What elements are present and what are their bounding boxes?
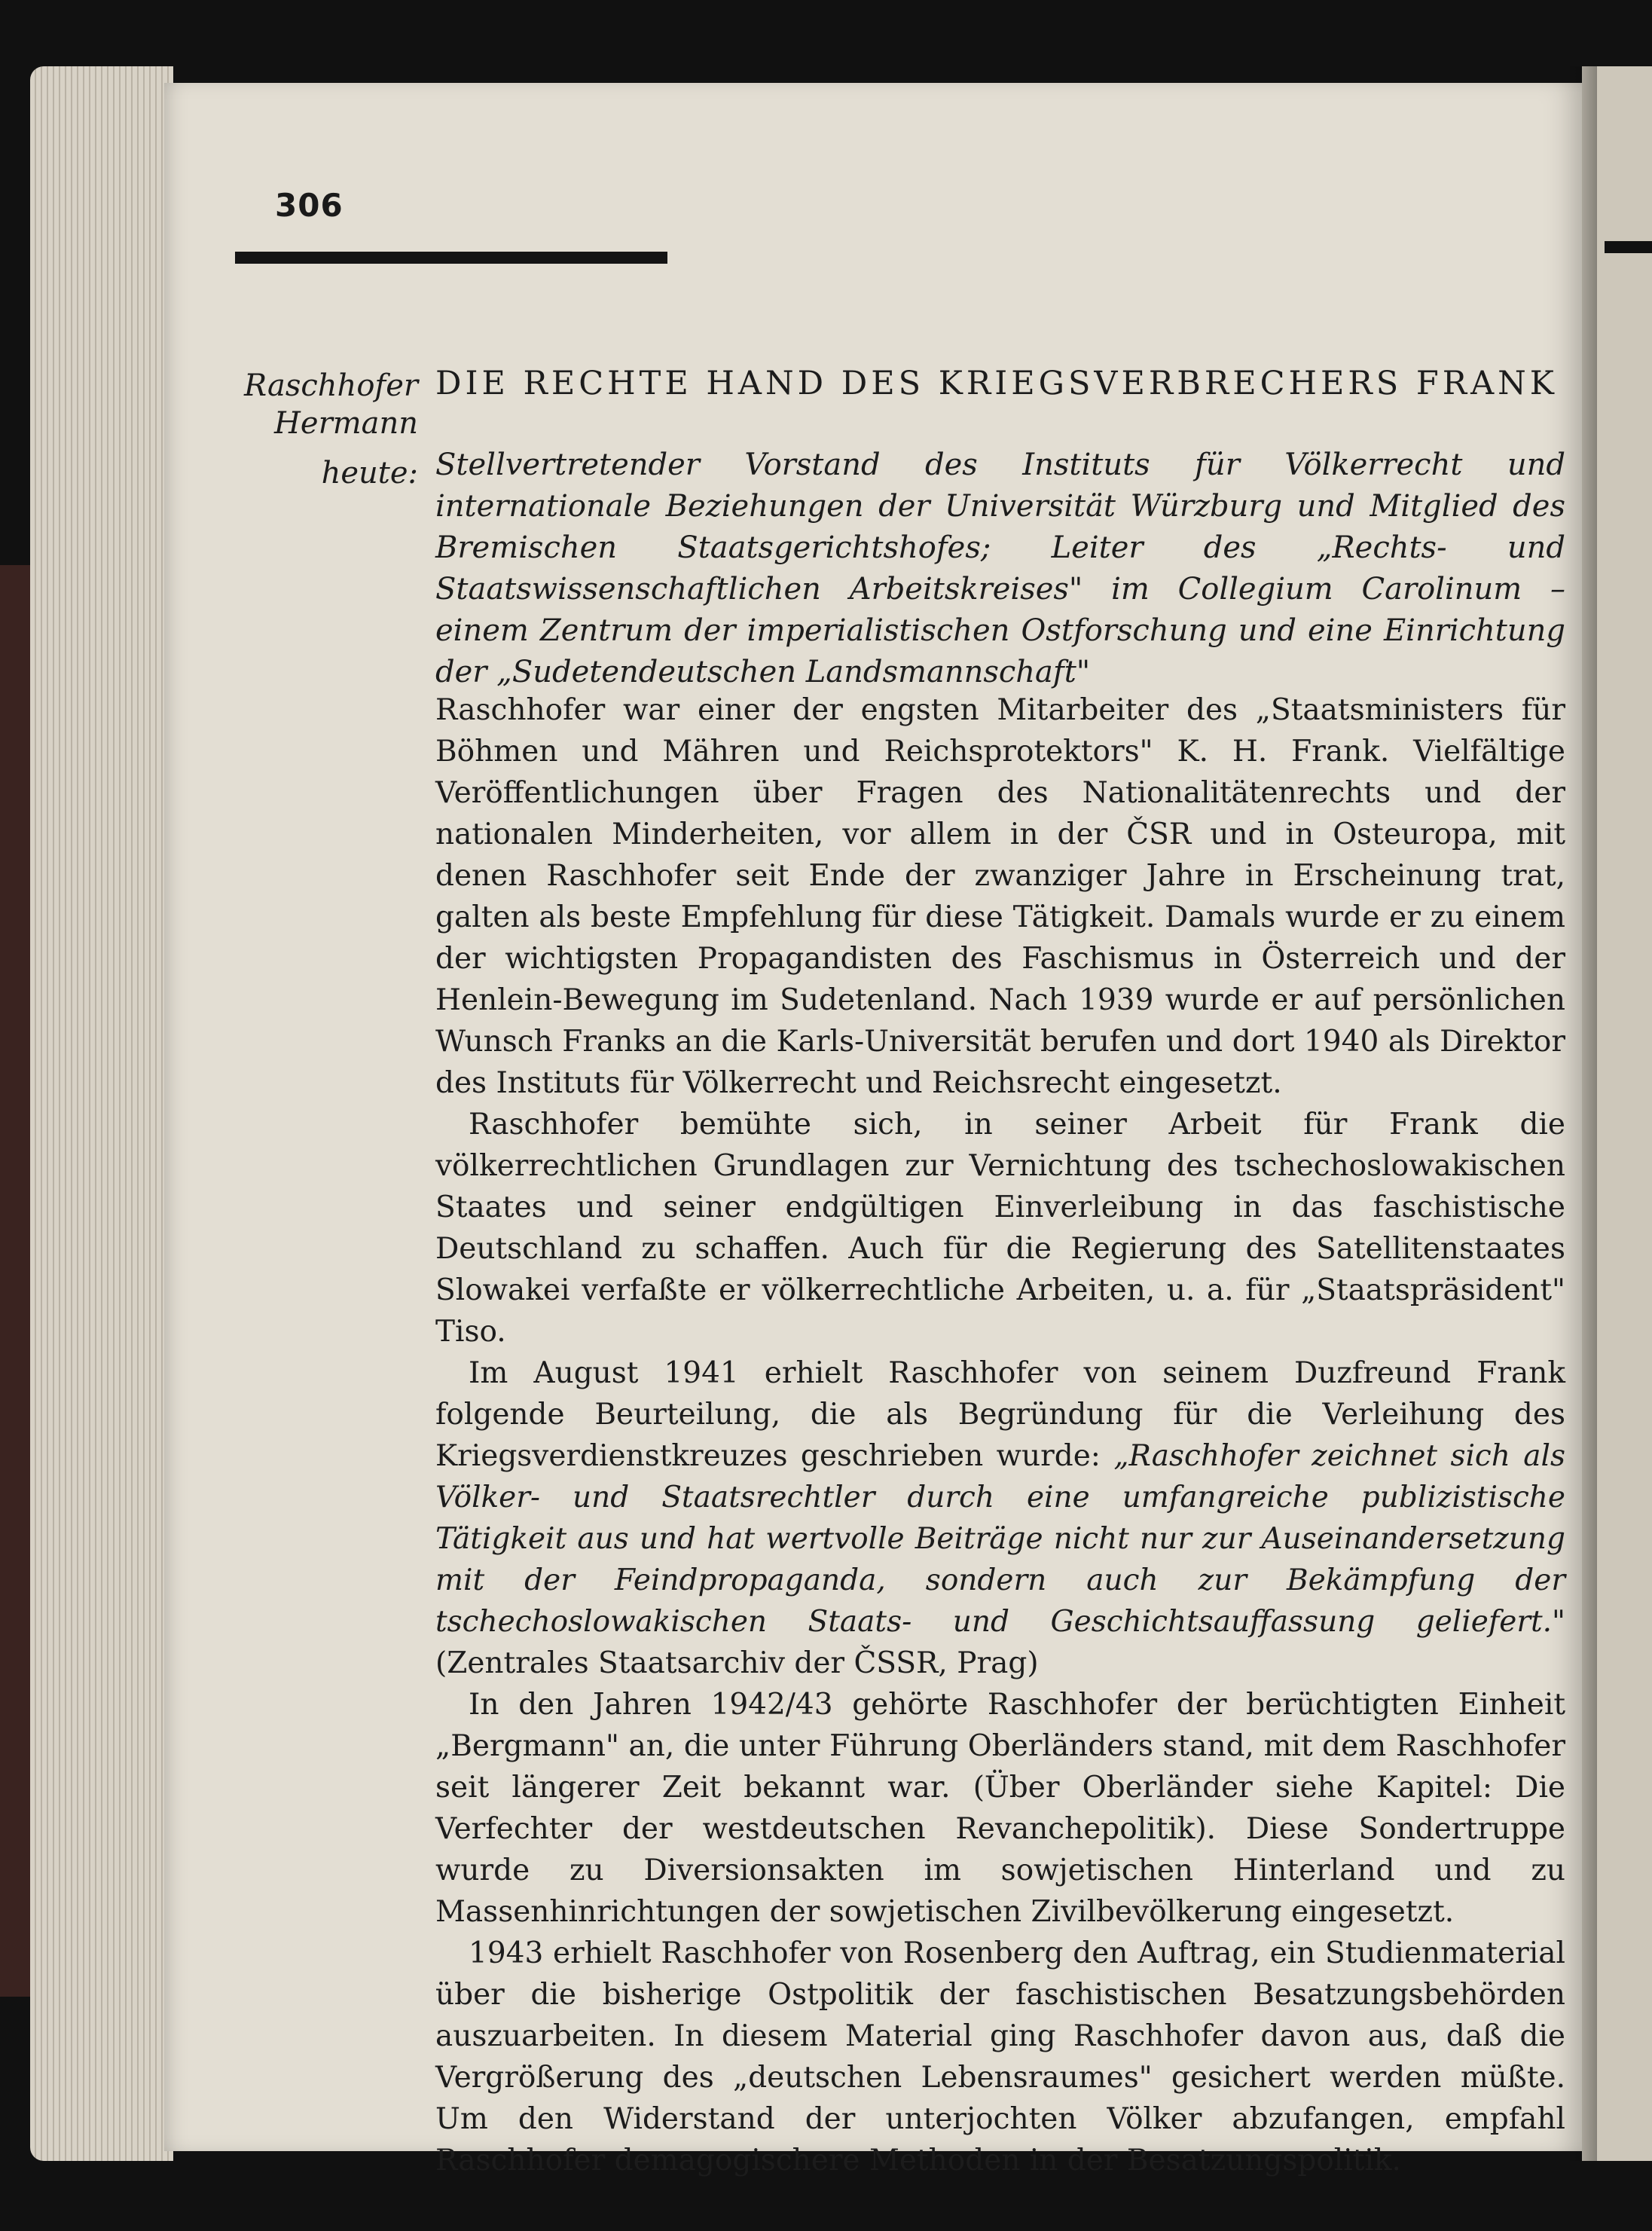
intro-text: Stellvertretender Vorstand des Instituts für Völkerrecht und internationale Beziehungen der Universität Würzburg und Mitglied des Bremischen Staatsgerichtshofes; Leiter des „Rechts- und Staatswissenschaftlichen Arbeitskreises" im Collegium Carolinum – einem Zentrum der imperialistischen Ostforschung und eine Einrichtung der „Sudetendeutschen Landsmannschaft" <box>435 448 1565 689</box>
paragraph-5: 1943 erhielt Raschhofer von Rosenberg den Auftrag, ein Studienmaterial über die bisherige Ostpolitik der faschistischen Besatzungsbehörden auszuarbeiten. In diesem Material ging Raschhofer davon aus, daß die Vergrößerung des „deutschen Lebensraumes" gesichert werden müßte. Um den Widerstand der unterjochten Völker abzufangen, empfahl Raschhofer demagogischere Methoden in der Besatzungspolitik. <box>435 1936 1565 2178</box>
page-stack-edge <box>30 66 173 2161</box>
facing-page-rule <box>1605 241 1652 253</box>
paragraph-2: Raschhofer bemühte sich, in seiner Arbeit für Frank die völkerrechtlichen Grundlagen zur Vernichtung des tschechoslowakischen Staates und seiner endgültigen Einverleibung in das faschistische Deutschland zu schaffen. Auch für die Regierung des Satellitenstaates Slowakei verfaßte er völkerrechtliche Arbeiten, u. a. für „Staatspräsident" Tiso. <box>435 1108 1565 1349</box>
paragraph-3 <box>435 1352 1565 1684</box>
body-text <box>435 689 1565 2181</box>
margin-label-surname: Raschhofer <box>243 368 418 403</box>
header-rule <box>235 252 667 264</box>
margin-label-today: heute: <box>321 456 418 491</box>
paragraph-3-end: (Zentrales Staatsarchiv der ČSSR, Prag) <box>435 1646 1039 1680</box>
paragraph-4: In den Jahren 1942/43 gehörte Raschhofer der berüchtigten Einheit „Bergmann" an, die unter Führung Oberländers stand, mit dem Raschhofer seit längerer Zeit bekannt war. (Über Oberländer siehe Kapitel: Die Verfechter der westdeutschen Revanchepolitik). Diese Sondertruppe wurde zu Diversionsakten im sowjetischen Hinterland und zu Massenhinrichtungen der sowjetischen Zivilbevölkerung eingesetzt. <box>435 1688 1565 1929</box>
paragraph-3-quote: „Raschhofer zeichnet sich als Völker- und Staatsrechtler durch eine umfangreiche publizistische Tätigkeit aus und hat wertvolle Beiträge nicht nur zur Auseinandersetzung mit der Feindpropaganda, sondern auch zur Bekämpfung der tschechoslowakischen Staats- und Geschichtsauffassung geliefert." <box>435 1439 1565 1639</box>
page-number: 306 <box>275 187 344 224</box>
margin-label-firstname: Hermann <box>274 406 418 441</box>
chapter-heading: DIE RECHTE HAND DES KRIEGSVERBRECHERS FRANK <box>435 365 1558 402</box>
paragraph-1: Raschhofer war einer der engsten Mitarbeiter des „Staatsministers für Böhmen und Mähren und Reichsprotektors" K. H. Frank. Vielfältige Veröffentlichungen über Fragen des Nationalitätenrechts und der nationalen Minderheiten, vor allem in der ČSR und in Osteuropa, mit denen Raschhofer seit Ende der zwanziger Jahre in Erscheinung trat, galten als beste Empfehlung für diese Tätigkeit. Damals wurde er zu einem der wichtigsten Propagandisten des Faschismus in Österreich und der Henlein-Bewegung im Sudetenland. Nach 1939 wurde er auf persönlichen Wunsch Franks an die Karls-Universität berufen und dort 1940 als Direktor des Instituts für Völkerrecht und Reichsrecht eingesetzt. <box>435 693 1565 1100</box>
paragraph-3-start: Im August 1941 erhielt Raschhofer von seinem Duzfreund Frank folgende Beurteilung, die als Begründung für die Verleihung des Kriegsverdienstkreuzes geschrieben wurde: <box>435 1356 1565 1473</box>
